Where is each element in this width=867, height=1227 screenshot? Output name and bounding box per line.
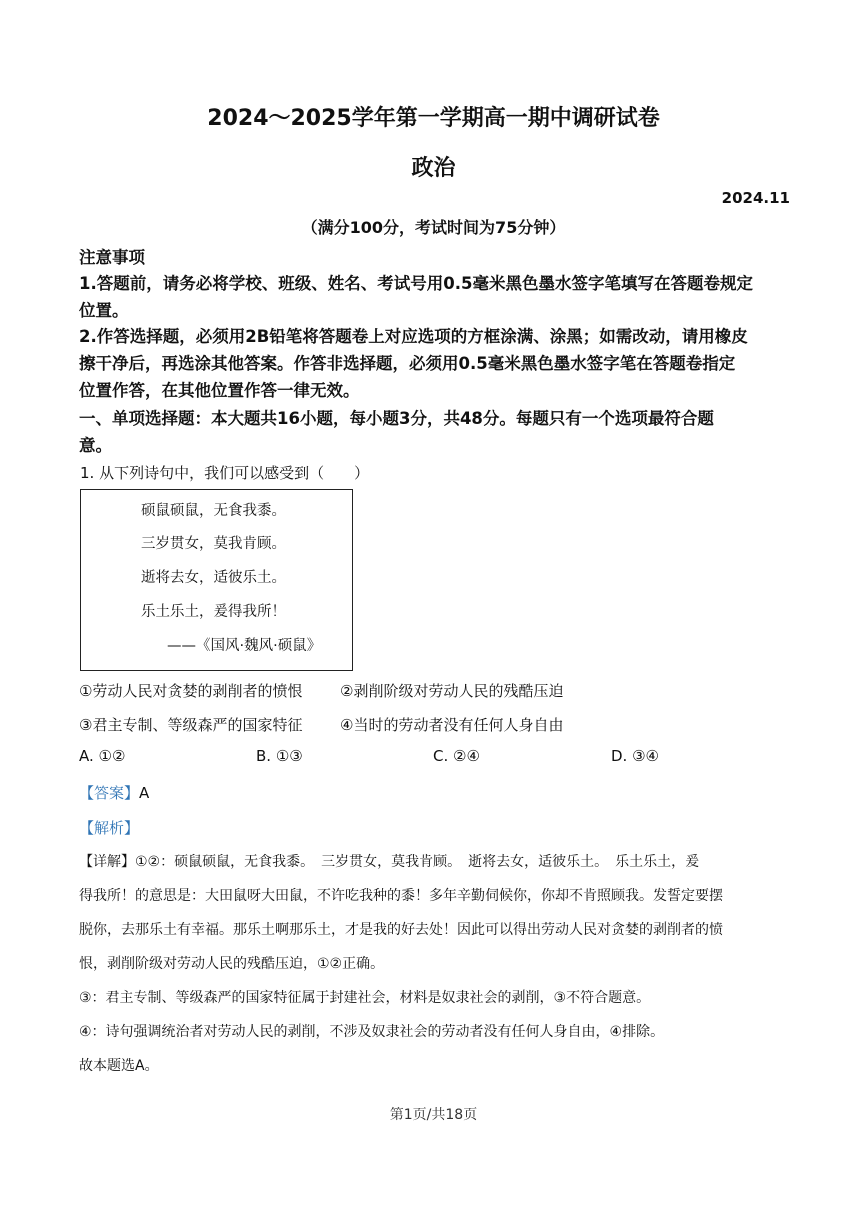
notes-line: 位置。 [79,301,129,320]
option-b: B. ①③ [256,747,303,765]
notes-line: 位置作答，在其他位置作答一律无效。 [79,381,360,400]
option-c: C. ②④ [433,747,480,765]
poem-line: 乐土乐土，爰得我所！ [141,604,286,620]
option-d: D. ③④ [611,747,659,765]
option-a: A. ①② [79,747,126,765]
poem-box [80,489,353,671]
detail-line [79,851,699,871]
exam-info: （满分100分，考试时间为75分钟） [301,218,566,237]
conclusion-line: 故本题选A。 [79,1058,159,1074]
detail-line: ④：诗句强调统治者对劳动人民的剥削，不涉及奴隶社会的劳动者没有任何人身自由，④排除。 [79,1024,665,1040]
detail-line: 得我所！的意思是：大田鼠呀大田鼠，不许吃我种的黍！多年辛勤伺候你，你却不肯照顾我。发誓定要摆 [79,888,723,904]
notes-heading: 注意事项 [79,248,145,267]
exam-date: 2024.11 [721,189,790,207]
detail-line: 恨，剥削阶级对劳动人民的残酷压迫，①②正确。 [79,956,385,972]
poem-source: ——《国风·魏风·硕鼠》 [167,638,322,654]
question-stem: 1. 从下列诗句中，我们可以感受到（ ） [80,464,370,482]
answer-label: 【答案】 [79,784,140,802]
detail-line: ③：君主专制、等级森严的国家特征属于封建社会，材料是奴隶社会的剥削，③不符合题意。 [79,990,651,1006]
answer-value: A [139,784,150,802]
subject-title: 政治 [411,156,456,181]
analysis-label: 【解析】 [79,819,140,837]
statement-item: ③君主专制、等级森严的国家特征 [79,716,303,734]
answer-row [79,782,149,803]
detail-text: ①②：硕鼠硕鼠，无食我黍。 三岁贯女，莫我肯顾。 逝将去女，适彼乐土。 乐土乐土，爰 [135,854,700,870]
detail-label: 【详解】 [79,854,135,870]
notes-line: 1.答题前，请务必将学校、班级、姓名、考试号用0.5毫米黑色墨水签字笔填写在答题卷规定 [79,274,753,293]
section-heading: 意。 [79,436,112,455]
page-footer: 第1页/共18页 [389,1107,478,1123]
notes-line: 2.作答选择题，必须用2B铅笔将答题卷上对应选项的方框涂满、涂黑；如需改动，请用橡皮 [79,327,748,346]
statement-item: ④当时的劳动者没有任何人身自由 [340,716,564,734]
poem-line: 硕鼠硕鼠，无食我黍。 [141,503,286,519]
poem-line: 逝将去女，适彼乐土。 [141,570,286,586]
poem-line: 三岁贯女，莫我肯顾。 [141,536,286,552]
section-heading: 一、单项选择题：本大题共16小题，每小题3分，共48分。每题只有一个选项最符合题 [79,409,714,428]
detail-line: 脱你，去那乐土有幸福。那乐土啊那乐土，才是我的好去处！因此可以得出劳动人民对贪婪的剥削者的愤 [79,922,723,938]
statement-item: ①劳动人民对贪婪的剥削者的愤恨 [79,682,303,700]
statement-item: ②剥削阶级对劳动人民的残酷压迫 [340,682,564,700]
exam-title: 2024～2025学年第一学期高一期中调研试卷 [207,106,660,131]
notes-line: 擦干净后，再选涂其他答案。作答非选择题，必须用0.5毫米黑色墨水签字笔在答题卷指定 [79,354,736,373]
